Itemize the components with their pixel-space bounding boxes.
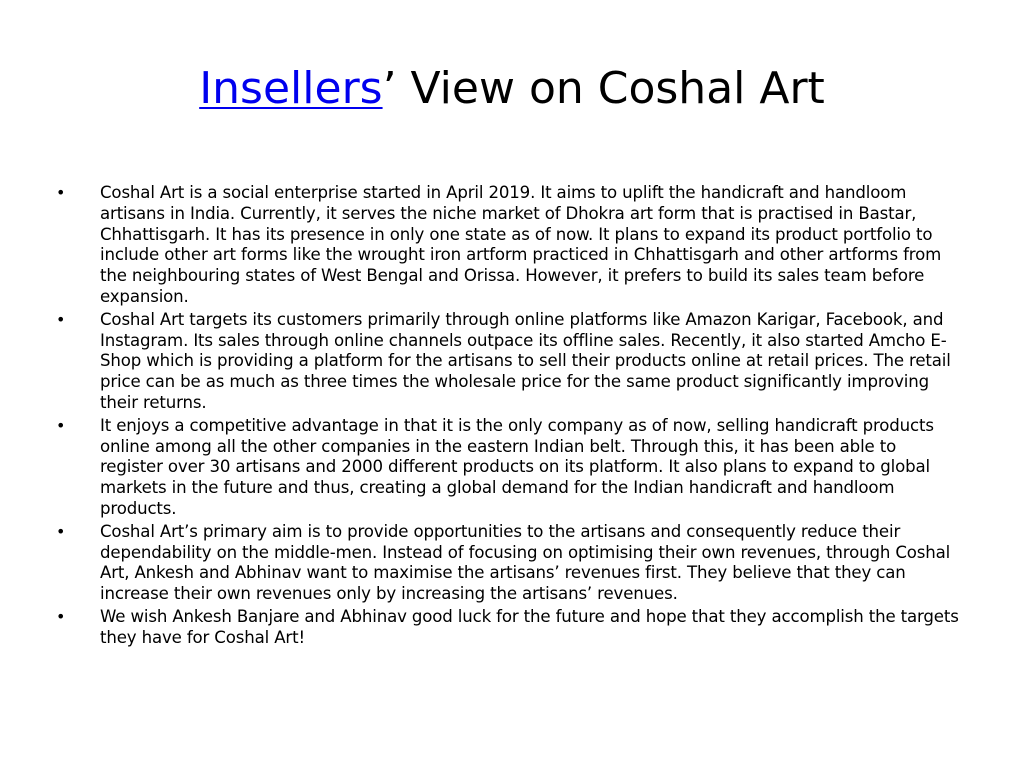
bullet-icon: • — [56, 183, 66, 202]
bullet-icon: • — [56, 606, 66, 626]
list-item — [56, 607, 961, 649]
list-item — [56, 183, 961, 308]
insellers-link[interactable]: Insellers — [199, 63, 383, 115]
bullet-icon: • — [56, 415, 66, 435]
list-item — [56, 416, 961, 520]
list-item — [56, 522, 961, 605]
bullet-text: Coshal Art is a social enterprise started in April 2019. It aims to uplift the handicraft and handloom artisans in India. Currently, it serves the niche market of Dhokra art form that is practised in Bastar, Chhattisgarh. It has its presence in only one state as of now. It plans to expand its product portfolio to include other art forms like the wrought iron artform practiced in Chhattisgarh and other artforms from the neighbouring states of West Bengal and Orissa. However, it prefers to build its sales team before expansion. — [100, 183, 942, 306]
bullet-text: Coshal Art targets its customers primarily through online platforms like Amazon Karigar, Facebook, and Instagram. Its sales through online channels outpace its offline sales. Recently, it also started Amcho E-Shop which is providing a platform for the artisans to sell their products online at retail prices. The retail price can be as much as three times the wholesale price for the same product significantly improving their returns. — [100, 309, 951, 412]
bullet-text: It enjoys a competitive advantage in that it is the only company as of now, selling handicraft products online among all the other companies in the eastern Indian belt. Through this, it has been able to register over 30 artisans and 2000 different products on its platform. It also plans to expand to global markets in the future and thus, creating a global demand for the Indian handicraft and handloom products. — [100, 415, 934, 518]
bullet-icon: • — [56, 309, 66, 329]
title-rest: ’ View on Coshal Art — [382, 63, 825, 115]
bullet-text: Coshal Art’s primary aim is to provide opportunities to the artisans and consequently reduce their dependability on the middle-men. Instead of focusing on optimising their own revenues, through Coshal Art, Ankesh and Abhinav want to maximise the artisans’ revenues first. They believe that they can increase their own revenues only by increasing the artisans’ revenues. — [100, 521, 951, 604]
slide-title — [0, 57, 1024, 121]
bullet-list — [56, 183, 961, 651]
list-item — [56, 310, 961, 414]
bullet-text: We wish Ankesh Banjare and Abhinav good luck for the future and hope that they accomplish the targets they have for Coshal Art! — [100, 606, 959, 647]
bullet-icon: • — [56, 521, 66, 541]
